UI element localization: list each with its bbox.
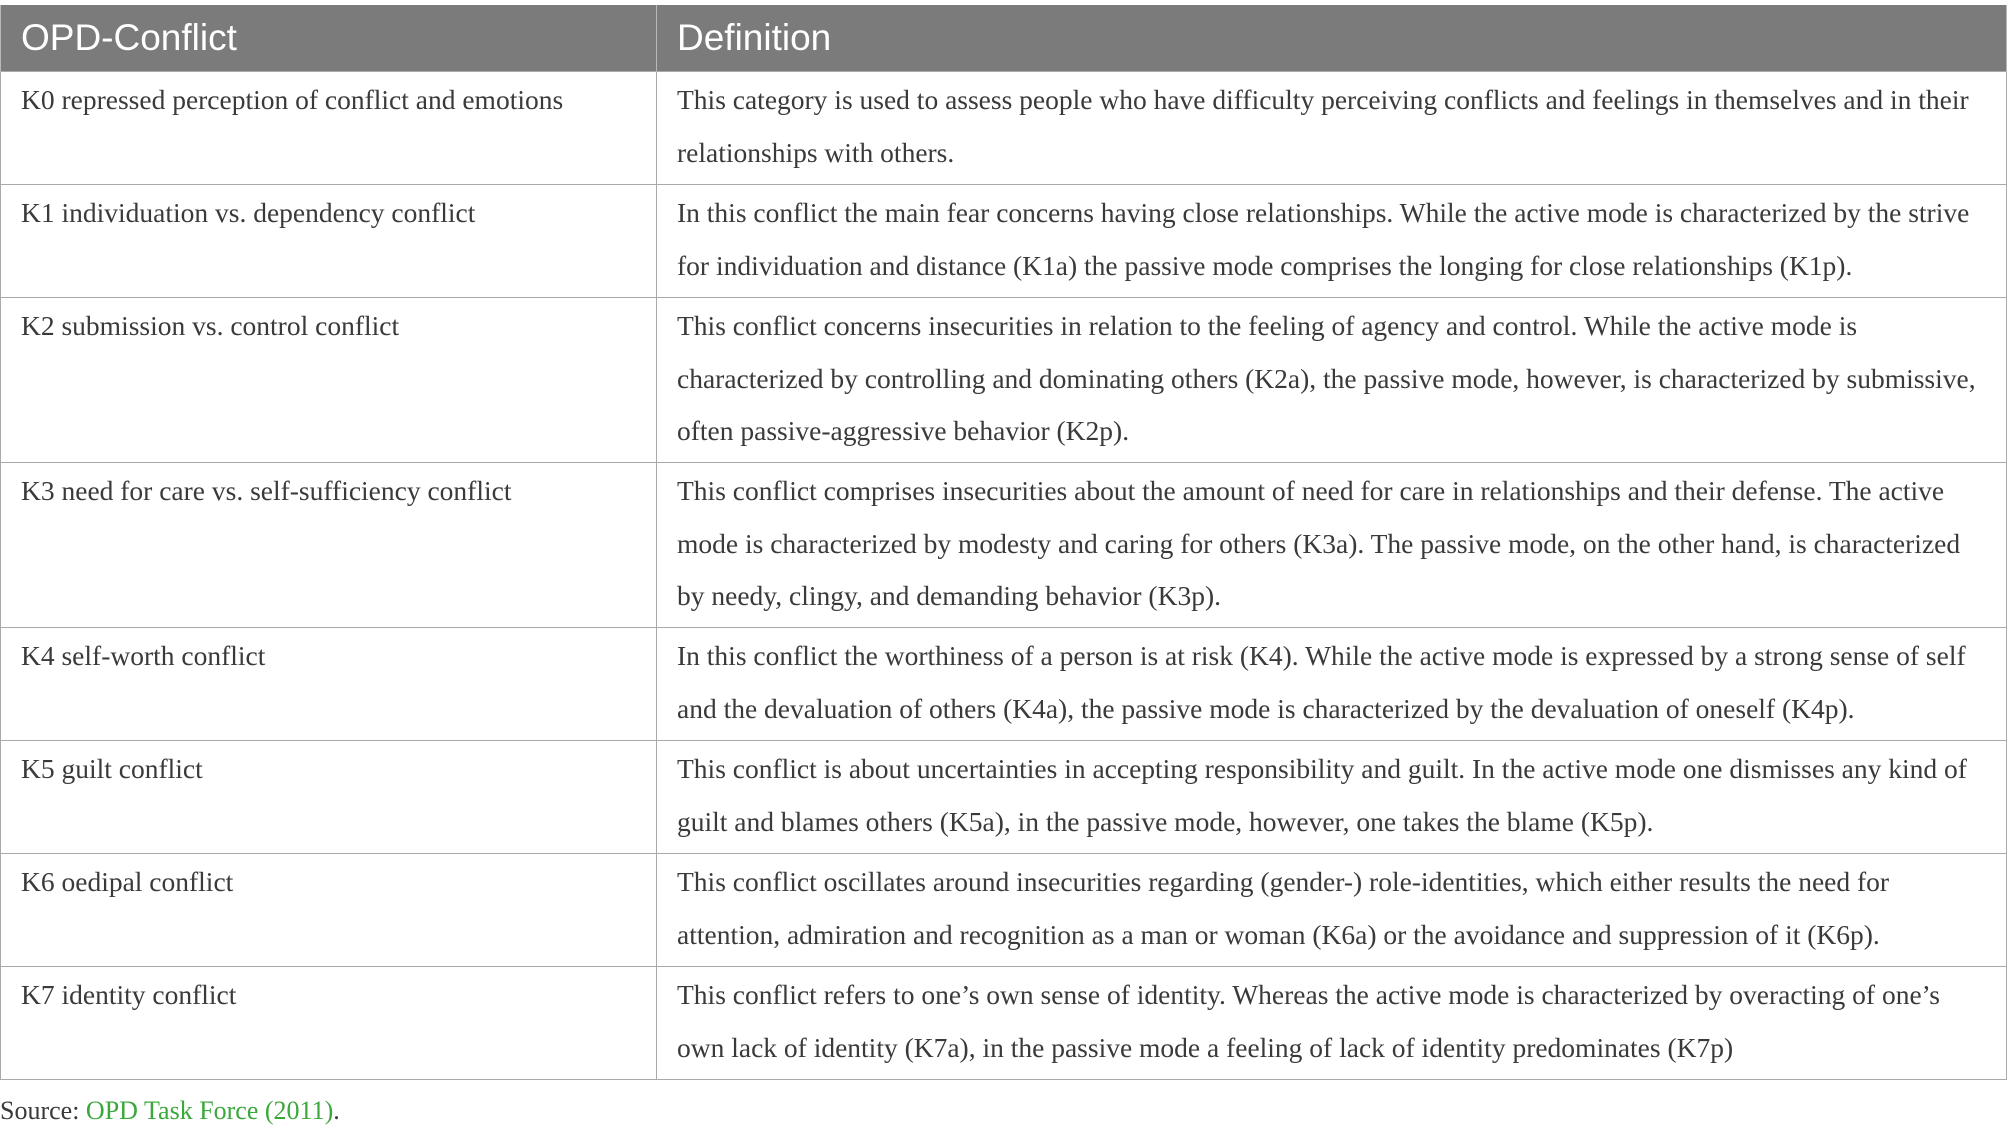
opd-conflict-table <box>0 5 2007 1080</box>
source-citation-link[interactable]: OPD Task Force (2011) <box>85 1096 334 1125</box>
table-row <box>1 463 2007 628</box>
conflict-cell: K5 guilt conflict <box>1 741 657 854</box>
table-row <box>1 628 2007 741</box>
source-suffix: . <box>333 1096 340 1125</box>
conflict-cell: K2 submission vs. control conflict <box>1 298 657 463</box>
definition-cell: This conflict oscillates around insecurities regarding (gender-) role-identities, which either results the need for attention, admiration and recognition as a man or woman (K6a) or the avoidance and suppression of it (K6p). <box>657 854 2007 967</box>
definition-cell: This category is used to assess people who have difficulty perceiving conflicts and feelings in themselves and in their relationships with others. <box>657 72 2007 185</box>
conflict-cell: K7 identity conflict <box>1 967 657 1080</box>
conflict-cell: K1 individuation vs. dependency conflict <box>1 185 657 298</box>
conflict-cell: K0 repressed perception of conflict and emotions <box>1 72 657 185</box>
table-row <box>1 741 2007 854</box>
header-opd-conflict: OPD-Conflict <box>1 5 657 72</box>
conflict-cell: K3 need for care vs. self-sufficiency conflict <box>1 463 657 628</box>
table-row <box>1 298 2007 463</box>
table-row <box>1 854 2007 967</box>
header-definition: Definition <box>657 5 2007 72</box>
conflict-cell: K4 self-worth conflict <box>1 628 657 741</box>
definition-cell: In this conflict the worthiness of a person is at risk (K4). While the active mode is expressed by a strong sense of self and the devaluation of others (K4a), the passive mode is characterized by the devaluation of oneself (K4p). <box>657 628 2007 741</box>
definition-cell: This conflict comprises insecurities about the amount of need for care in relationships and their defense. The active mode is characterized by modesty and caring for others (K3a). The passive mode, on the other hand, is characterized by needy, clingy, and demanding behavior (K3p). <box>657 463 2007 628</box>
table-row <box>1 72 2007 185</box>
conflict-cell: K6 oedipal conflict <box>1 854 657 967</box>
definition-cell: This conflict is about uncertainties in accepting responsibility and guilt. In the active mode one dismisses any kind of guilt and blames others (K5a), in the passive mode, however, one takes the blame (K5p). <box>657 741 2007 854</box>
definition-cell: This conflict refers to one’s own sense of identity. Whereas the active mode is characterized by overacting of one’s own lack of identity (K7a), in the passive mode a feeling of lack of identity predominates (K7p) <box>657 967 2007 1080</box>
definition-cell: This conflict concerns insecurities in relation to the feeling of agency and control. While the active mode is characterized by controlling and dominating others (K2a), the passive mode, however, is characterized by submissive, often passive-aggressive behavior (K2p). <box>657 298 2007 463</box>
source-note <box>0 1096 340 1126</box>
table-row <box>1 185 2007 298</box>
conflict-table-container <box>0 5 2006 1080</box>
definition-cell: In this conflict the main fear concerns having close relationships. While the active mode is characterized by the strive for individuation and distance (K1a) the passive mode comprises the longing for close relationships (K1p). <box>657 185 2007 298</box>
table-header-row <box>1 5 2007 72</box>
table-row <box>1 967 2007 1080</box>
source-label: Source: <box>0 1096 86 1125</box>
